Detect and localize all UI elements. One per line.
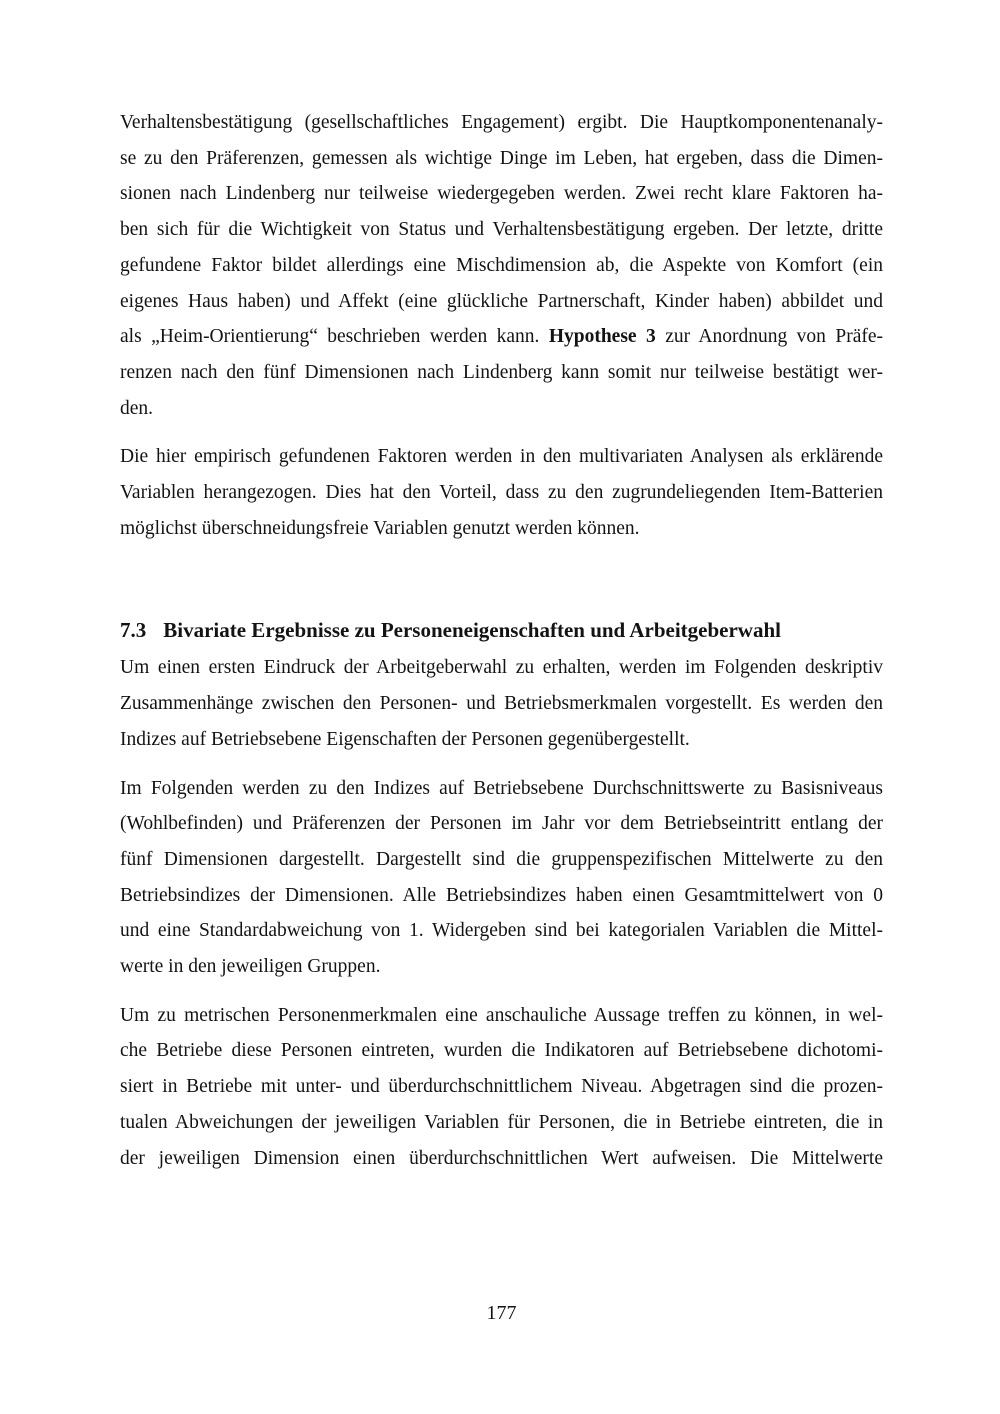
paragraph-3 [120,650,883,757]
text-line: Zusammenhänge zwischen den Personen- und Betriebsmerkmalen vorgestellt. Es werden den [120,693,883,715]
section-number: 7.3 [120,618,147,643]
paragraph-1 [120,105,883,426]
section-heading [120,612,883,648]
text-segment: zur Anordnung von Präfe- [655,326,883,348]
text-line: che Betriebe diese Personen eintreten, wurden die Indikatoren auf Betriebsebene dichotomi- [120,1040,883,1062]
text-line: Die hier empirisch gefundenen Faktoren werden in den multivariaten Analysen als erklärende [120,446,883,468]
text-line: Betriebsindizes der Dimensionen. Alle Betriebsindizes haben einen Gesamtmittelwert von 0 [120,884,883,906]
text-line: siert in Betriebe mit unter- und überdurchschnittlichem Niveau. Abgetragen sind die prozen- [120,1076,883,1098]
paragraph-2 [120,439,883,546]
text-line: Im Folgenden werden zu den Indizes auf Betriebsebene Durchschnittswerte zu Basisniveaus [120,777,883,799]
text-line: Verhaltensbestätigung (gesellschaftliches Engagement) ergibt. Die Hauptkomponentenanaly- [120,112,883,133]
paragraph-5 [120,998,883,1177]
text-line: möglichst überschneidungsfreie Variablen genutzt werden können. [120,517,640,539]
text-line: Um zu metrischen Personenmerkmalen eine anschauliche Aussage treffen zu können, in wel- [120,1004,883,1026]
text-line: werte in den jeweiligen Gruppen. [120,956,381,978]
text-line: Indizes auf Betriebsebene Eigenschaften der Personen gegenübergestellt. [120,728,690,750]
text-line: tualen Abweichungen der jeweiligen Variablen für Personen, die in Betriebe eintreten, die in [120,1111,883,1133]
section-title: Bivariate Ergebnisse zu Personeneigenschaften und Arbeitgeberwahl [163,618,781,643]
text-line: fünf Dimensionen dargestellt. Dargestellt sind die gruppenspezifischen Mittelwerte zu den [120,848,883,870]
text-line: eigenes Haus haben) und Affekt (eine glückliche Partnerschaft, Kinder haben) abbildet und [120,290,883,312]
text-line: se zu den Präferenzen, gemessen als wichtige Dinge im Leben, hat ergeben, dass die Dimen- [120,147,883,169]
text-line: Variablen herangezogen. Dies hat den Vorteil, dass zu den zugrundeliegenden Item-Batterien [120,482,883,504]
text-line: gefundene Faktor bildet allerdings eine Mischdimension ab, die Aspekte von Komfort (ein [120,254,883,276]
text-line: sionen nach Lindenberg nur teilweise wiedergegeben werden. Zwei recht klare Faktoren ha- [120,183,883,205]
text-line: Um einen ersten Eindruck der Arbeitgeberwahl zu erhalten, werden im Folgenden deskriptiv [120,657,883,679]
text-line: (Wohlbefinden) und Präferenzen der Personen im Jahr vor dem Betriebseintritt entlang der [120,813,883,835]
text-line: und eine Standardabweichung von 1. Widergeben sind bei kategorialen Variablen die Mittel- [120,920,883,942]
text-line: der jeweiligen Dimension einen überdurchschnittlichen Wert aufweisen. Die Mittelwerte [120,1147,883,1169]
page-footer [120,1301,883,1325]
text-line: den. [120,397,154,419]
text-line: renzen nach den fünf Dimensionen nach Lindenberg kann somit nur teilweise bestätigt wer- [120,361,883,383]
page-number: 177 [486,1302,517,1325]
text-line [120,319,883,355]
text-segment: als „Heim-Orientierung“ beschrieben werden kann. [120,326,549,348]
hypothese-3-bold: Hypothese 3 [548,326,656,348]
text-line: ben sich für die Wichtigkeit von Status und Verhaltensbestätigung ergeben. Der letzte, dritte [120,219,883,241]
paragraph-4 [120,771,883,985]
